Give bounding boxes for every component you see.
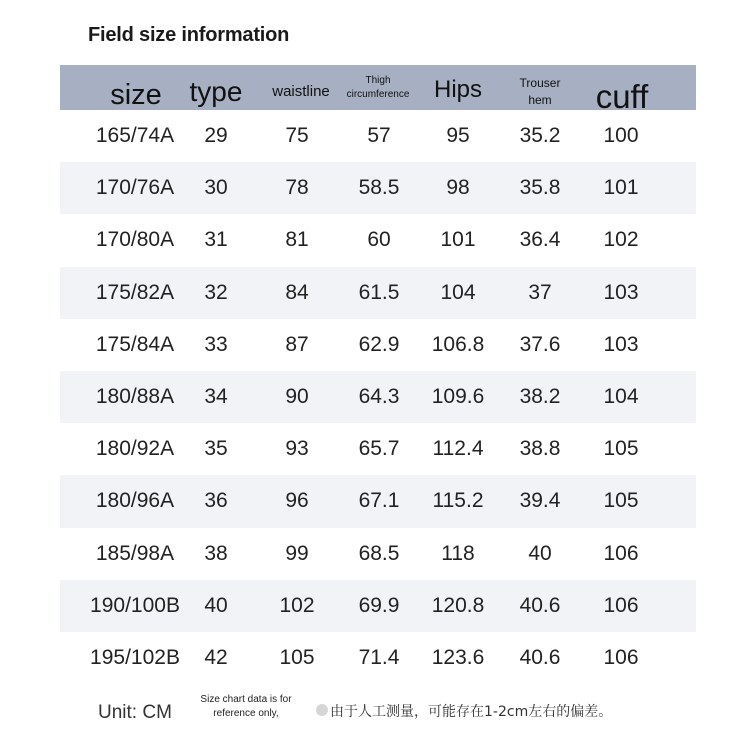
- measurement-note: 由于人工测量，可能存在1-2cm左右的偏差。: [330, 704, 613, 720]
- table-cell: 75: [285, 124, 309, 148]
- table-row: [60, 162, 696, 214]
- table-cell: 78: [285, 176, 309, 200]
- table-cell: 95: [446, 124, 470, 148]
- table-body: [60, 110, 696, 684]
- table-row: [60, 214, 696, 266]
- table-cell: 106.8: [431, 332, 485, 356]
- table-cell: 106: [603, 593, 639, 617]
- header-thigh: Thigh circumference: [346, 75, 410, 100]
- table-cell: 180/96A: [95, 489, 175, 513]
- table-cell: 101: [603, 176, 639, 200]
- table-cell: 99: [285, 541, 309, 565]
- table-cell: 112.4: [432, 437, 484, 461]
- table-cell: 40.6: [519, 645, 561, 669]
- page-title: Field size information: [88, 24, 290, 46]
- table-cell: 105: [279, 645, 315, 669]
- table-cell: 96: [285, 489, 309, 513]
- footer: [0, 690, 750, 730]
- table-cell: 175/82A: [95, 280, 175, 304]
- table-cell: 37: [528, 280, 552, 304]
- table-row: [60, 528, 696, 580]
- table-cell: 71.4: [358, 645, 400, 669]
- table-cell: 84: [285, 280, 309, 304]
- header-cuff: cuff: [595, 78, 649, 115]
- table-cell: 104: [603, 385, 639, 409]
- table-cell: 90: [285, 385, 309, 409]
- table-cell: 185/98A: [95, 541, 175, 565]
- table-cell: 37.6: [519, 332, 561, 356]
- unit-label: Unit: CM: [98, 702, 172, 723]
- table-row: [60, 110, 696, 162]
- table-row: [60, 423, 696, 475]
- table-cell: 61.5: [358, 280, 400, 304]
- table-cell: 64.3: [358, 385, 400, 409]
- table-cell: 40: [204, 593, 228, 617]
- table-cell: 68.5: [358, 541, 400, 565]
- table-cell: 102: [279, 593, 315, 617]
- table-cell: 175/84A: [95, 332, 175, 356]
- table-cell: 30: [204, 176, 228, 200]
- table-cell: 31: [204, 228, 228, 252]
- table-cell: 40: [528, 541, 552, 565]
- table-row: [60, 267, 696, 319]
- table-cell: 105: [603, 437, 639, 461]
- table-cell: 118: [441, 541, 475, 565]
- table-cell: 36: [204, 489, 228, 513]
- table-cell: 98: [446, 176, 470, 200]
- table-cell: 106: [603, 541, 639, 565]
- table-cell: 120.8: [431, 593, 485, 617]
- table-cell: 38.2: [519, 385, 561, 409]
- table-cell: 93: [285, 437, 309, 461]
- table-cell: 40.6: [519, 593, 561, 617]
- table-cell: 35: [204, 437, 228, 461]
- table-cell: 57: [367, 124, 391, 148]
- table-cell: 34: [204, 385, 228, 409]
- header-hips: Hips: [433, 76, 483, 103]
- table-cell: 36.4: [519, 228, 561, 252]
- table-cell: 81: [285, 228, 309, 252]
- table-cell: 35.2: [519, 124, 561, 148]
- table-cell: 104: [440, 280, 476, 304]
- table-cell: 87: [285, 332, 309, 356]
- table-row: [60, 580, 696, 632]
- table-cell: 67.1: [358, 489, 400, 513]
- table-cell: 180/92A: [95, 437, 175, 461]
- table-cell: 190/100B: [90, 593, 180, 617]
- table-cell: 60: [367, 228, 391, 252]
- table-cell: 105: [603, 489, 639, 513]
- table-cell: 165/74A: [95, 124, 175, 148]
- table-cell: 33: [204, 332, 228, 356]
- table-cell: 170/80A: [95, 228, 175, 252]
- table-cell: 103: [603, 332, 639, 356]
- table-cell: 38: [204, 541, 228, 565]
- table-row: [60, 319, 696, 371]
- table-cell: 102: [603, 228, 639, 252]
- table-cell: 170/76A: [95, 176, 175, 200]
- table-cell: 115.2: [432, 489, 484, 513]
- table-cell: 100: [603, 124, 639, 148]
- table-cell: 39.4: [519, 489, 561, 513]
- table-cell: 103: [603, 280, 639, 304]
- table-header: [60, 65, 696, 115]
- table-cell: 32: [204, 280, 228, 304]
- table-cell: 35.8: [519, 176, 561, 200]
- table-cell: 58.5: [358, 176, 400, 200]
- reference-note: Size chart data is for reference only,: [200, 694, 292, 719]
- table-cell: 180/88A: [95, 385, 175, 409]
- table-cell: 195/102B: [90, 645, 180, 669]
- table-cell: 69.9: [358, 593, 400, 617]
- header-size: size: [110, 79, 162, 111]
- table-cell: 101: [440, 228, 476, 252]
- table-cell: 62.9: [358, 332, 400, 356]
- table-cell: 38.8: [519, 437, 561, 461]
- table-cell: 42: [204, 645, 228, 669]
- table-row: [60, 475, 696, 527]
- header-trouser-hem: Trouser hem: [519, 76, 561, 107]
- header-type: type: [189, 76, 243, 107]
- table-cell: 123.6: [431, 645, 485, 669]
- size-table: [60, 65, 696, 684]
- blurred-mark-icon: [316, 704, 328, 716]
- table-cell: 29: [204, 124, 228, 148]
- header-waistline: waistline: [272, 83, 330, 100]
- table-cell: 106: [603, 645, 639, 669]
- table-row: [60, 632, 696, 684]
- table-cell: 109.6: [431, 385, 485, 409]
- table-row: [60, 371, 696, 423]
- table-cell: 65.7: [358, 437, 400, 461]
